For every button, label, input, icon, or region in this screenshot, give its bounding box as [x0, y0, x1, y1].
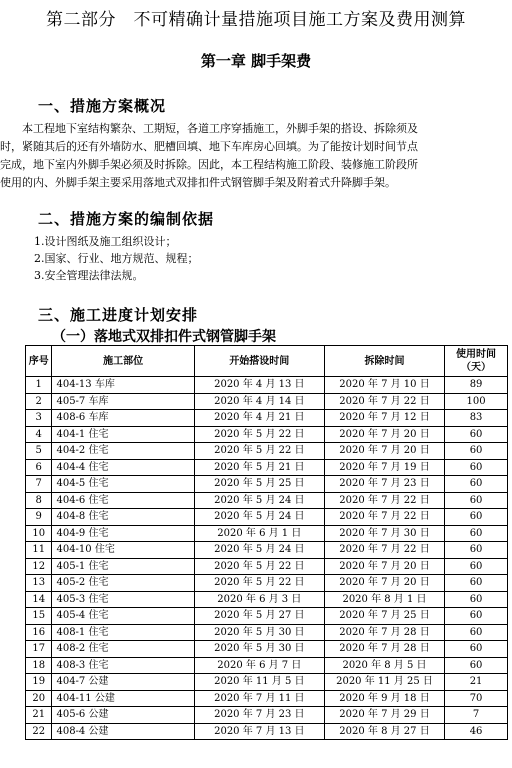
- cell-duration: 60: [445, 443, 508, 460]
- cell-duration: 70: [445, 690, 508, 707]
- cell-seq: 14: [26, 591, 52, 608]
- cell-duration: 60: [445, 591, 508, 608]
- table-row: [26, 459, 508, 476]
- cell-duration: 60: [445, 575, 508, 592]
- cell-location: 405-2 住宅: [52, 575, 194, 592]
- table-header-row: [26, 346, 508, 377]
- cell-start: 2020 年 7 月 13 日: [194, 723, 324, 740]
- cell-duration: 60: [445, 476, 508, 493]
- cell-location: 404-13 车库: [52, 377, 194, 394]
- subsection-heading: （一）落地式双排扣件式钢管脚手架: [52, 329, 276, 345]
- cell-removal: 2020 年 7 月 28 日: [324, 624, 444, 641]
- cell-start: 2020 年 5 月 22 日: [194, 558, 324, 575]
- cell-location: 404-11 公建: [52, 690, 194, 707]
- cell-duration: 21: [445, 674, 508, 691]
- cell-start: 2020 年 7 月 11 日: [194, 690, 324, 707]
- cell-duration: 60: [445, 509, 508, 526]
- cell-duration: 60: [445, 525, 508, 542]
- header-removal: 拆除时间: [324, 346, 444, 377]
- overview-paragraph: [0, 120, 512, 192]
- cell-start: 2020 年 5 月 24 日: [194, 492, 324, 509]
- table-row: [26, 608, 508, 625]
- cell-start: 2020 年 5 月 25 日: [194, 476, 324, 493]
- cell-duration: 46: [445, 723, 508, 740]
- cell-removal: 2020 年 7 月 19 日: [324, 459, 444, 476]
- cell-removal: 2020 年 7 月 22 日: [324, 393, 444, 410]
- cell-duration: 60: [445, 492, 508, 509]
- cell-location: 404-8 住宅: [52, 509, 194, 526]
- cell-duration: 83: [445, 410, 508, 427]
- section-heading-schedule: 三、施工进度计划安排: [38, 306, 199, 324]
- table-row: [26, 525, 508, 542]
- cell-location: 405-6 公建: [52, 707, 194, 724]
- table-row: [26, 674, 508, 691]
- cell-location: 405-1 住宅: [52, 558, 194, 575]
- cell-start: 2020 年 5 月 24 日: [194, 542, 324, 559]
- cell-start: 2020 年 11 月 5 日: [194, 674, 324, 691]
- cell-removal: 2020 年 7 月 22 日: [324, 509, 444, 526]
- cell-seq: 9: [26, 509, 52, 526]
- cell-location: 404-1 住宅: [52, 426, 194, 443]
- paragraph-line: 使用的内、外脚手架主要采用落地式双排扣件式钢管脚手架及附着式升降脚手架。: [0, 176, 396, 189]
- table-row: [26, 443, 508, 460]
- cell-location: 404-7 公建: [52, 674, 194, 691]
- cell-duration: 100: [445, 393, 508, 410]
- cell-removal: 2020 年 8 月 27 日: [324, 723, 444, 740]
- cell-removal: 2020 年 8 月 5 日: [324, 657, 444, 674]
- cell-seq: 5: [26, 443, 52, 460]
- cell-seq: 10: [26, 525, 52, 542]
- header-duration: 使用时间（天）: [445, 346, 508, 377]
- cell-start: 2020 年 5 月 30 日: [194, 624, 324, 641]
- table-row: [26, 410, 508, 427]
- cell-removal: 2020 年 7 月 20 日: [324, 575, 444, 592]
- basis-list: [34, 233, 199, 284]
- cell-start: 2020 年 5 月 30 日: [194, 641, 324, 658]
- cell-location: 404-4 住宅: [52, 459, 194, 476]
- cell-duration: 7: [445, 707, 508, 724]
- header-seq: 序号: [26, 346, 52, 377]
- cell-removal: 2020 年 8 月 1 日: [324, 591, 444, 608]
- cell-removal: 2020 年 7 月 12 日: [324, 410, 444, 427]
- schedule-table: [25, 345, 508, 740]
- cell-seq: 18: [26, 657, 52, 674]
- cell-seq: 8: [26, 492, 52, 509]
- table-row: [26, 558, 508, 575]
- table-row: [26, 542, 508, 559]
- table-row: [26, 509, 508, 526]
- cell-duration: 60: [445, 542, 508, 559]
- table-row: [26, 575, 508, 592]
- cell-start: 2020 年 5 月 22 日: [194, 575, 324, 592]
- list-item: 1.设计图纸及施工组织设计；: [34, 235, 177, 248]
- table-row: [26, 723, 508, 740]
- cell-start: 2020 年 5 月 22 日: [194, 426, 324, 443]
- cell-start: 2020 年 5 月 24 日: [194, 509, 324, 526]
- cell-start: 2020 年 5 月 21 日: [194, 459, 324, 476]
- cell-location: 405-7 车库: [52, 393, 194, 410]
- paragraph-line: 时，紧随其后的还有外墙防水、肥槽回填、地下车库房心回填。为了能按计划时间节点: [0, 140, 418, 153]
- cell-location: 408-2 住宅: [52, 641, 194, 658]
- cell-seq: 15: [26, 608, 52, 625]
- cell-removal: 2020 年 7 月 20 日: [324, 558, 444, 575]
- cell-location: 408-6 车库: [52, 410, 194, 427]
- cell-location: 404-9 住宅: [52, 525, 194, 542]
- cell-location: 408-1 住宅: [52, 624, 194, 641]
- header-location: 施工部位: [52, 346, 194, 377]
- cell-duration: 60: [445, 459, 508, 476]
- section-heading-overview: 一、措施方案概况: [38, 97, 167, 115]
- cell-removal: 2020 年 11 月 25 日: [324, 674, 444, 691]
- cell-removal: 2020 年 7 月 22 日: [324, 542, 444, 559]
- list-item: 2.国家、行业、地方规范、规程；: [34, 252, 199, 265]
- cell-location: 405-3 住宅: [52, 591, 194, 608]
- cell-seq: 6: [26, 459, 52, 476]
- table-row: [26, 591, 508, 608]
- table-row: [26, 492, 508, 509]
- cell-duration: 60: [445, 558, 508, 575]
- cell-seq: 22: [26, 723, 52, 740]
- cell-duration: 60: [445, 641, 508, 658]
- cell-duration: 60: [445, 624, 508, 641]
- cell-location: 404-10 住宅: [52, 542, 194, 559]
- table-row: [26, 707, 508, 724]
- cell-seq: 20: [26, 690, 52, 707]
- cell-removal: 2020 年 7 月 29 日: [324, 707, 444, 724]
- cell-start: 2020 年 4 月 14 日: [194, 393, 324, 410]
- cell-removal: 2020 年 7 月 20 日: [324, 426, 444, 443]
- cell-seq: 21: [26, 707, 52, 724]
- cell-seq: 2: [26, 393, 52, 410]
- cell-removal: 2020 年 9 月 18 日: [324, 690, 444, 707]
- table-row: [26, 393, 508, 410]
- table-row: [26, 476, 508, 493]
- cell-seq: 17: [26, 641, 52, 658]
- table-row: [26, 624, 508, 641]
- cell-removal: 2020 年 7 月 28 日: [324, 641, 444, 658]
- cell-duration: 60: [445, 426, 508, 443]
- cell-start: 2020 年 7 月 23 日: [194, 707, 324, 724]
- cell-start: 2020 年 5 月 27 日: [194, 608, 324, 625]
- cell-start: 2020 年 4 月 21 日: [194, 410, 324, 427]
- cell-seq: 16: [26, 624, 52, 641]
- cell-seq: 1: [26, 377, 52, 394]
- cell-duration: 89: [445, 377, 508, 394]
- chapter-title: 第一章 脚手架费: [200, 52, 312, 70]
- cell-location: 404-2 住宅: [52, 443, 194, 460]
- cell-seq: 11: [26, 542, 52, 559]
- cell-duration: 60: [445, 657, 508, 674]
- cell-seq: 12: [26, 558, 52, 575]
- cell-start: 2020 年 6 月 7 日: [194, 657, 324, 674]
- section-heading-basis: 二、措施方案的编制依据: [38, 210, 215, 228]
- cell-location: 404-5 住宅: [52, 476, 194, 493]
- cell-seq: 19: [26, 674, 52, 691]
- header-start: 开始搭设时间: [194, 346, 324, 377]
- table-row: [26, 641, 508, 658]
- cell-seq: 13: [26, 575, 52, 592]
- cell-seq: 4: [26, 426, 52, 443]
- table-row: [26, 657, 508, 674]
- cell-location: 408-3 住宅: [52, 657, 194, 674]
- part-title: 第二部分 不可精确计量措施项目施工方案及费用测算: [46, 10, 466, 30]
- cell-removal: 2020 年 7 月 20 日: [324, 443, 444, 460]
- cell-removal: 2020 年 7 月 23 日: [324, 476, 444, 493]
- paragraph-line: 本工程地下室结构繁杂、工期短，各道工序穿插施工，外脚手架的搭设、拆除须及: [0, 122, 418, 135]
- table-row: [26, 377, 508, 394]
- cell-removal: 2020 年 7 月 25 日: [324, 608, 444, 625]
- cell-start: 2020 年 6 月 3 日: [194, 591, 324, 608]
- cell-seq: 7: [26, 476, 52, 493]
- cell-start: 2020 年 4 月 13 日: [194, 377, 324, 394]
- table-row: [26, 426, 508, 443]
- cell-removal: 2020 年 7 月 10 日: [324, 377, 444, 394]
- paragraph-line: 完成，地下室内外脚手架必须及时拆除。因此，本工程结构施工阶段、装修施工阶段所: [0, 158, 418, 171]
- cell-duration: 60: [445, 608, 508, 625]
- cell-removal: 2020 年 7 月 30 日: [324, 525, 444, 542]
- list-item: 3.安全管理法律法规。: [34, 269, 144, 282]
- cell-seq: 3: [26, 410, 52, 427]
- cell-location: 404-6 住宅: [52, 492, 194, 509]
- cell-removal: 2020 年 7 月 22 日: [324, 492, 444, 509]
- cell-start: 2020 年 6 月 1 日: [194, 525, 324, 542]
- cell-location: 408-4 公建: [52, 723, 194, 740]
- table-row: [26, 690, 508, 707]
- cell-location: 405-4 住宅: [52, 608, 194, 625]
- cell-start: 2020 年 5 月 22 日: [194, 443, 324, 460]
